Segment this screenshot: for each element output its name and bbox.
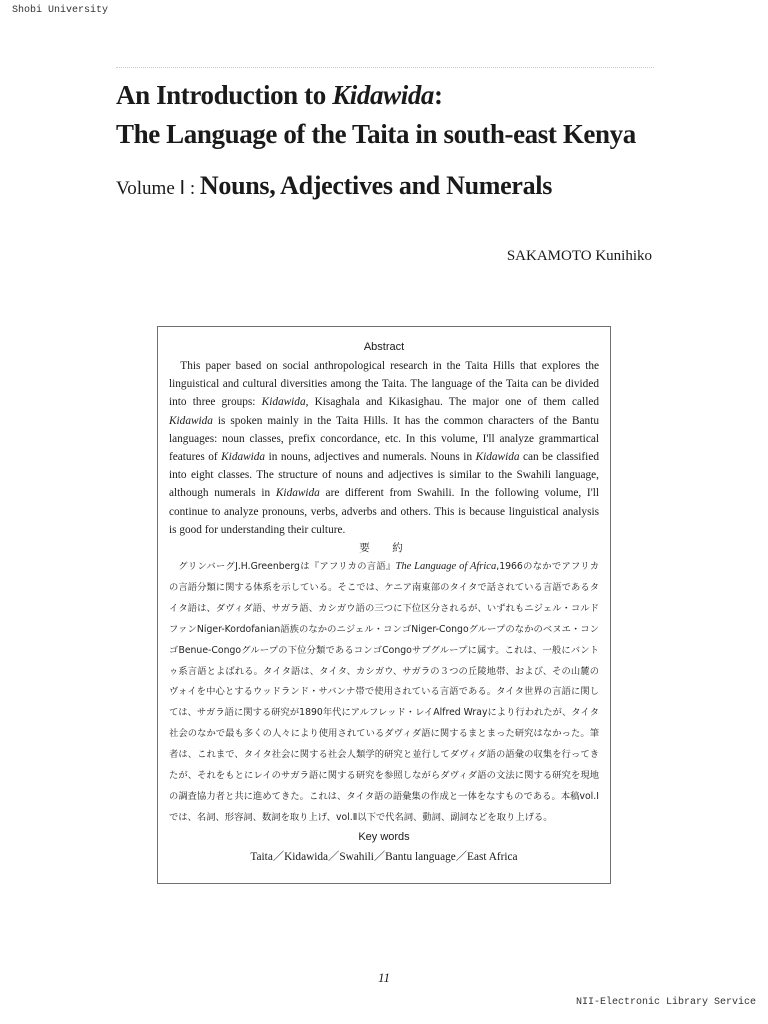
japanese-summary-body: グリンバーグJ.H.Greenbergは『アフリカの言語』The Language of Africa,1966のなかでアフリカの言語分類に関する体系を示している。そこでは、ケニア南東部のタイタで話されている言語であるタイタ語は、ダヴィダ語、サガラ語、カシガウ語の三つに下位区分されるが、いずれもニジェル・コルドファンNiger-Kordofanian語族のなかのニジェル・コンゴNiger-Congoグループのなかのベヌエ・コンゴBenue-Congoグループの下位分類であるコンゴCongoサブグループに属す。これは、一般にバントゥ系言語とよばれる。タイタ語は、タイタ、カシガウ、サガラの３つの丘陵地帯、および、その山麓のヴォイを中心とするウッドランド・サバンナ帯で使用されている言語である。タイタ世界の言語に関しては、サガラ語に関する研究が1890年代にアルフレッド・レイAlfred Wrayにより行われたが、タイタ社会のなかで最も多くの人々により使用されているダヴィダ語に関するまとまった研究はなかった。筆者は、これまで、タイタ社会に関する社会人類学的研究と並行してダヴィダ語の語彙の収集を行ってきたが、それをもとにレイのサガラ語に関する研究を参照しながらダヴィダ語の文法に関する研究を現地の調査協力者と共に進めてきた。これは、タイタ語の語彙集の作成と一体をなすものである。本稿vol.Ⅰでは、名詞、形容詞、数詞を取り上げ、vol.Ⅱ以下で代名詞、動詞、副詞などを取り上げる。 <box>169 561 600 823</box>
footer-service: NII-Electronic Library Service <box>575 997 756 1008</box>
header-divider <box>116 67 654 68</box>
title-line-2: The Language of the Taita in south-east Kenya <box>116 119 636 149</box>
abstract-body: This paper based on social anthropological research in the Taita Hills that explores the linguistical and cultural diversities among the Taita. The language of the Taita can be divided into three groups: Kidawida, Kisaghala and Kikasighau. The major one of them called Kidawida is spoken mainly in the Taita Hills. It has the common characters of the Bantu languages: noun classes, prefix concordance, etc. In this volume, I'll analyze grammartical features of Kidawida in nouns, adjectives and numerals. Nouns in Kidawida can be classified into eight classes. The structure of nouns and adjectives is similar to the Swahili language, although numerals in Kidawida are different from Swahili. In the following volume, I'll continue to analyze pronouns, verbs, adverbs and others. This is because linguistical analysis is good for understanding their culture. <box>169 360 600 536</box>
author-name: SAKAMOTO Kunihiko <box>506 248 652 264</box>
abstract-box <box>157 326 611 884</box>
keywords-list: Taita／Kidawida／Swahili／Bantu language／East Africa <box>250 850 518 863</box>
volume-label: Volume Ⅰ : <box>116 178 200 199</box>
keywords-heading: Key words <box>358 830 410 843</box>
title-line-1: An Introduction to Kidawida: <box>116 80 443 110</box>
page-number: 11 <box>377 970 391 985</box>
volume-title: Nouns, Adjectives and Numerals <box>199 171 553 200</box>
title-italic-term: Kidawida <box>332 80 435 110</box>
abstract-heading: Abstract <box>363 341 405 353</box>
japanese-summary-heading: 要 約 <box>359 543 409 555</box>
volume-subtitle <box>116 173 552 199</box>
header-institution: Shobi University <box>12 5 109 16</box>
